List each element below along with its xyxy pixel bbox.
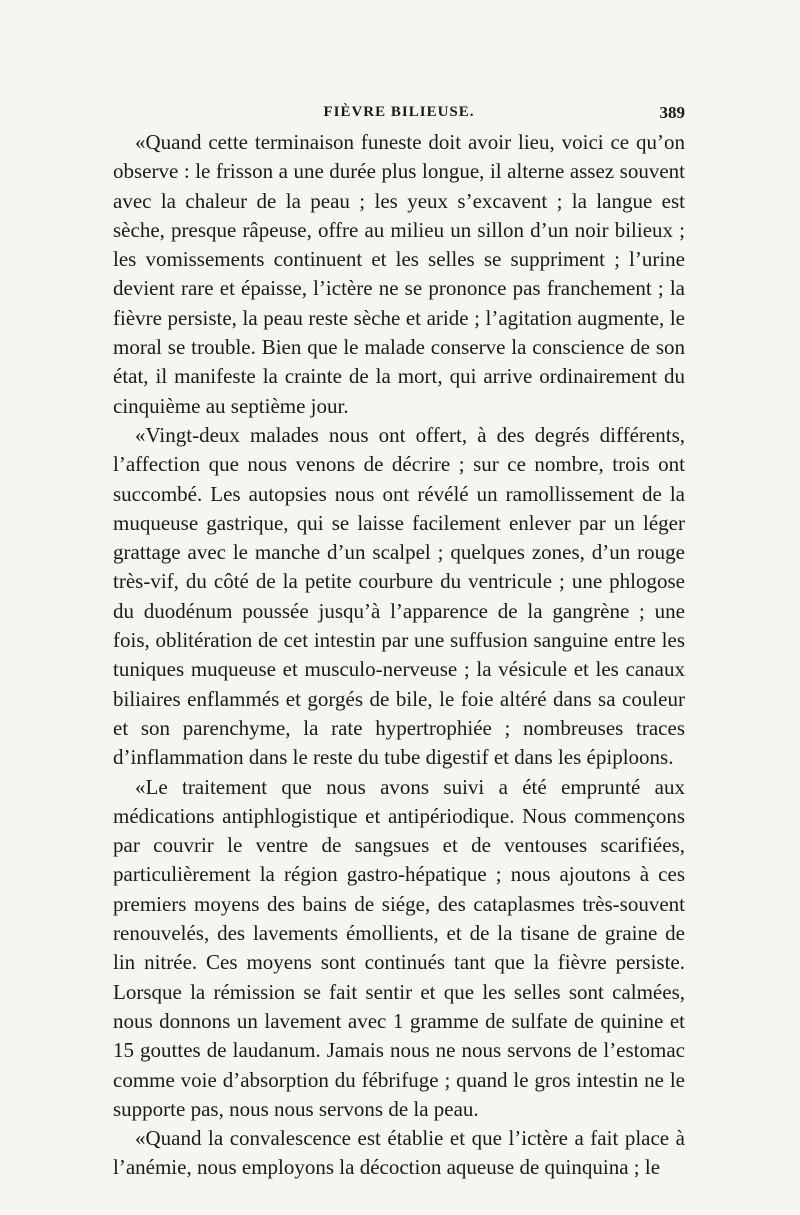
paragraph-convalescence: «Quand la convalescence est établie et que l’ictère a fait place à l’anémie, nous employons la décoction aqueuse de quinquina ; le xyxy=(113,1126,685,1180)
running-title: FIÈVRE BILIEUSE. xyxy=(323,104,475,120)
paragraph-traitement: «Le traitement que nous avons suivi a été emprunté aux médications antiphlogistique et antipériodique. Nous commençons par couvrir le ventre de sangsues et de ventouses scarifiées, particulièrement la région gastro-hépatique ; nous ajoutons à ces premiers moyens des bains de siége, des cataplasmes très-souvent renouvelés, des lavements émollients, et de la tisane de graine de lin nitrée. Ces moyens sont continués tant que la fièvre persiste. Lorsque la rémission se fait sentir et que les selles sont calmées, nous donnons un lavement avec 1 gramme de sulfate de quinine et 15 gouttes de laudanum. Jamais nous ne nous servons de l’estomac comme voie d’absorption du fébrifuge ; quand le gros intestin ne le supporte pas, nous nous servons de la peau. xyxy=(113,774,685,1121)
paragraph-autopsies: «Vingt-deux malades nous ont offert, à des degrés différents, l’affection que nous venons de décrire ; sur ce nombre, trois ont succombé. Les autopsies nous ont révélé un ramollissement de la muqueuse gastrique, qui se laisse facilement enlever par un léger grattage avec le manche d’un scalpel ; quelques zones, d’un rouge très-vif, du côté de la petite courbure du ventricule ; une phlogose du duodénum poussée jusqu’à l’apparence de la gangrène ; une fois, oblitération de cet intestin par une suffusion sanguine entre les tuniques muqueuse et musculo-nerveuse ; la vésicule et les canaux biliaires enflammés et gorgés de bile, le foie altéré dans sa couleur et son parenchyme, la rate hypertrophiée ; nombreuses traces d’inflammation dans le reste du tube digestif et dans les épiploons. xyxy=(113,422,685,770)
paragraph-terminaison: «Quand cette terminaison funeste doit avoir lieu, voici ce qu’on observe : le frisson a une durée plus longue, il alterne assez souvent avec la chaleur de la peau ; les yeux s’excavent ; la langue est sèche, presque râpeuse, offre au milieu un sillon d’un noir bilieux ; les vomissements continuent et les selles se suppriment ; l’urine devient rare et épaisse, l’ictère ne se prononce pas franchement ; la fièvre persiste, la peau reste sèche et aride ; l’agitation augmente, le moral se trouble. Bien que le malade conserve la conscience de son état, il manifeste la crainte de la mort, qui arrive ordinairement du cinquième au septième jour. xyxy=(113,130,685,418)
page-number: 389 xyxy=(659,103,685,122)
body-text xyxy=(113,128,685,1183)
running-head xyxy=(113,104,685,126)
